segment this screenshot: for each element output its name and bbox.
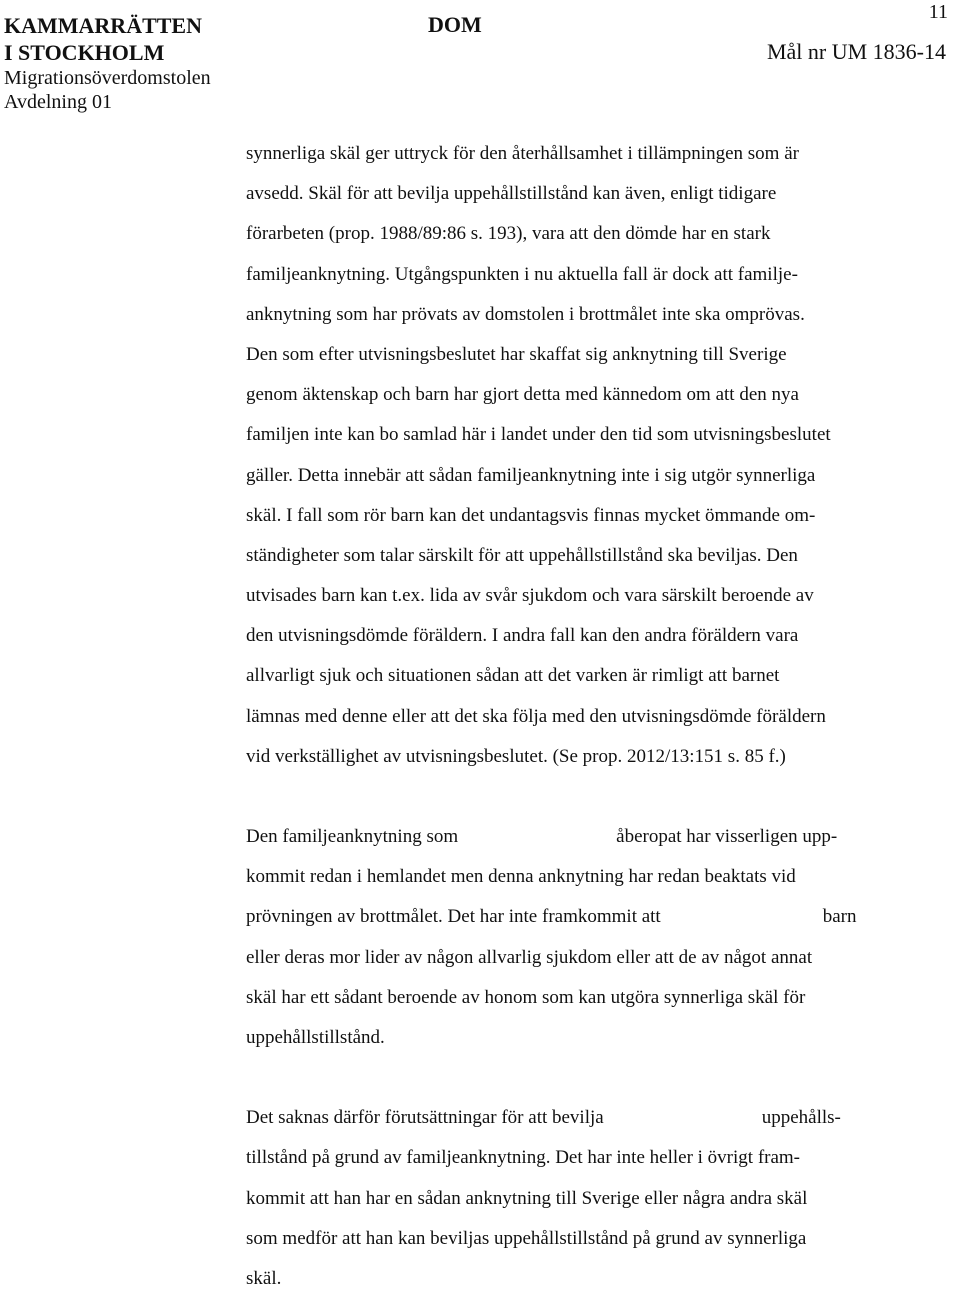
text-line [246, 1098, 958, 1138]
court-division-line2: Avdelning 01 [4, 91, 112, 113]
text-line: kommit redan i hemlandet men denna anknytning har redan beaktats vid [246, 866, 796, 888]
paragraph-3 [246, 1098, 958, 1299]
text-line [246, 897, 958, 937]
court-division [4, 66, 211, 114]
text-line: lämnas med denne eller att det ska följa med den utvisningsdömde föräldern [246, 705, 826, 727]
paragraph-1 [246, 134, 958, 777]
document-body [246, 134, 958, 1299]
text-segment: Det saknas därför förutsättningar för att bevilja [246, 1107, 604, 1129]
text-line: utvisades barn kan t.ex. lida av svår sjukdom och vara särskilt beroende av [246, 585, 814, 607]
paragraph-2 [246, 817, 958, 1058]
text-line: allvarligt sjuk och situationen sådan att det varken är rimligt att barnet [246, 665, 780, 687]
court-division-line1: Migrationsöverdomstolen [4, 67, 211, 89]
text-line: skäl. I fall som rör barn kan det undantagsvis finnas mycket ömmande om- [246, 504, 816, 526]
text-line: vid verkställighet av utvisningsbeslutet. (Se prop. 2012/13:151 s. 85 f.) [246, 745, 786, 767]
text-line: gäller. Detta innebär att sådan familjeanknytning inte i sig utgör synnerliga [246, 464, 816, 486]
text-line: familjen inte kan bo samlad här i landet under den tid som utvisningsbeslutet [246, 424, 831, 446]
text-line: den utvisningsdömde föräldern. I andra fall kan den andra föräldern vara [246, 625, 799, 647]
text-line: kommit att han har en sådan anknytning till Sverige eller några andra skäl [246, 1187, 808, 1209]
court-name-line2: I STOCKHOLM [4, 40, 165, 65]
text-segment: Den familjeanknytning som [246, 826, 459, 847]
text-line: familjeanknytning. Utgångspunkten i nu aktuella fall är dock att familje- [246, 263, 798, 285]
text-line: tillstånd på grund av familjeanknytning. Det har inte heller i övrigt fram- [246, 1147, 801, 1169]
case-number: Mål nr UM 1836-14 [766, 39, 946, 64]
text-line: genom äktenskap och barn har gjort detta med kännedom om att den nya [246, 384, 799, 406]
text-segment: barn [822, 906, 857, 928]
text-line: avsedd. Skäl för att bevilja uppehållstillstånd kan även, enligt tidigare [246, 183, 777, 205]
text-line: uppehållstillstånd. [246, 1026, 385, 1048]
text-line: ständigheter som talar särskilt för att uppehållstillstånd ska beviljas. Den [246, 544, 798, 566]
text-line: skäl. [246, 1267, 282, 1289]
text-segment: prövningen av brottmålet. Det har inte framkommit att [246, 906, 661, 928]
text-line: eller deras mor lider av någon allvarlig sjukdom eller att de av något annat [246, 946, 813, 968]
page-number: 11 [928, 1, 948, 23]
text-line: som medför att han kan beviljas uppehållstillstånd på grund av synnerliga [246, 1227, 807, 1249]
text-line: Den som efter utvisningsbeslutet har skaffat sig anknytning till Sverige [246, 343, 787, 365]
text-line [246, 817, 958, 857]
document-type: DOM [428, 12, 482, 37]
text-line: förarbeten (prop. 1988/89:86 s. 193), vara att den dömde har en stark [246, 223, 771, 245]
court-name-line1: KAMMARRÄTTEN [4, 13, 202, 38]
text-segment: åberopat har visserligen upp- [616, 826, 838, 847]
text-line: skäl har ett sådant beroende av honom som kan utgöra synnerliga skäl för [246, 986, 806, 1008]
text-line: synnerliga skäl ger uttryck för den återhållsamhet i tillämpningen som är [246, 143, 799, 164]
text-segment: uppehålls- [761, 1107, 841, 1129]
text-line: anknytning som har prövats av domstolen i brottmålet inte ska omprövas. [246, 303, 805, 325]
court-name [4, 12, 202, 66]
